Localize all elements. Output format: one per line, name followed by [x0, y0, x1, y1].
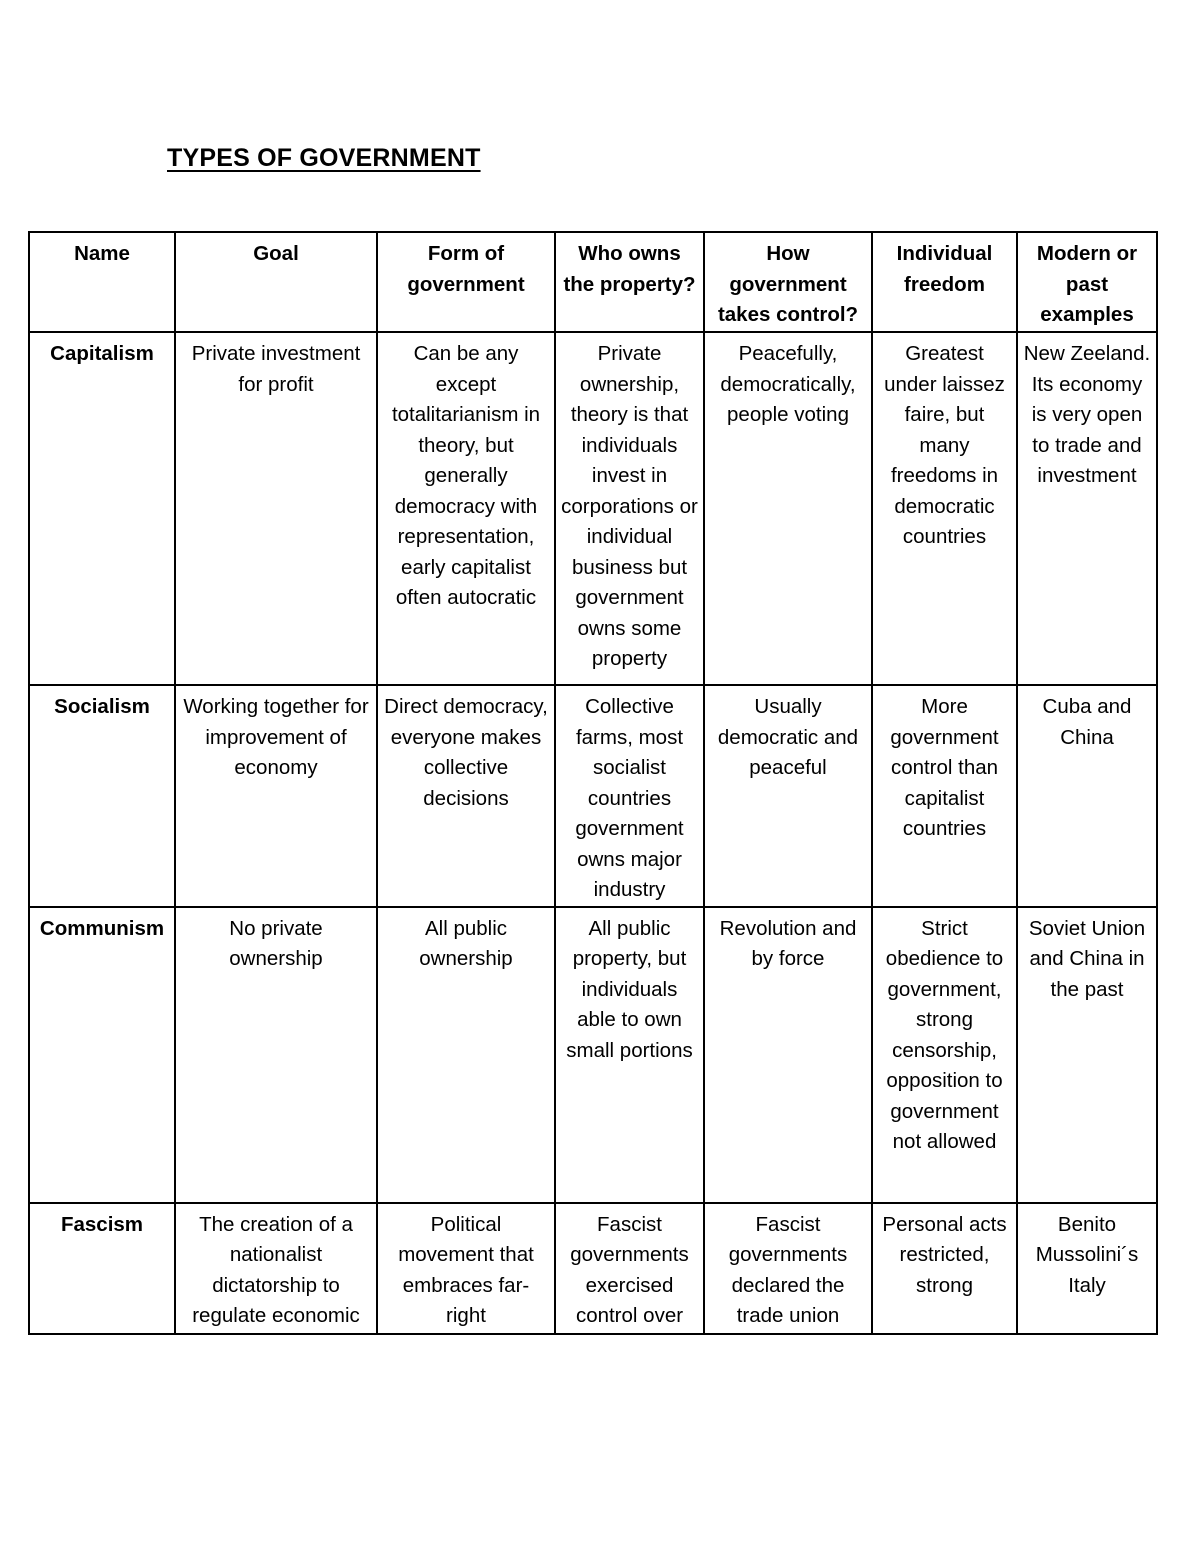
- table-row: [29, 332, 1157, 685]
- control-cell: Revolution and by force: [704, 907, 872, 1203]
- form-cell: [377, 1203, 555, 1334]
- row-name-cell: Communism: [29, 907, 175, 1203]
- goal-cell: Working together for improvement of economy: [175, 685, 377, 907]
- control-cell: [704, 1203, 872, 1334]
- cell-text: Benito Mussolini´s Italy: [1035, 1212, 1139, 1297]
- document-title: TYPES OF GOVERNMENT: [167, 144, 481, 172]
- table-row: [29, 685, 1157, 907]
- property-cell: All public property, but individuals able to own small portions: [555, 907, 704, 1203]
- freedom-cell: Strict obedience to government, strong censorship, opposition to government not allowed: [872, 907, 1017, 1203]
- form-cell: Can be any except totalitarianism in theory, but generally democracy with representation, early capitalist often autocratic: [377, 332, 555, 685]
- control-cell: Usually democratic and peaceful: [704, 685, 872, 907]
- cell-text: Fascist governments declared the trade union: [728, 1212, 848, 1327]
- cell-text: Fascist governments exercised control over: [570, 1212, 689, 1327]
- cell-text: Political movement that embraces far-right: [398, 1212, 534, 1327]
- header-how-government-takes-control: How government takes control?: [704, 232, 872, 332]
- row-name-cell: [29, 1203, 175, 1334]
- cell-text: The creation of a nationalist dictatorship to regulate economic: [192, 1212, 360, 1327]
- freedom-cell: More government control than capitalist countries: [872, 685, 1017, 907]
- table-row: [29, 1203, 1157, 1334]
- form-cell: All public ownership: [377, 907, 555, 1203]
- property-cell: Collective farms, most socialist countries government owns major industry: [555, 685, 704, 907]
- goal-cell: [175, 1203, 377, 1334]
- goal-cell: No private ownership: [175, 907, 377, 1203]
- government-types-table: [28, 231, 1158, 1335]
- header-form-of-government: Form of government: [377, 232, 555, 332]
- examples-cell: New Zeeland. Its economy is very open to trade and investment: [1017, 332, 1157, 685]
- table-row: [29, 907, 1157, 1203]
- control-cell: Peacefully, democratically, people voting: [704, 332, 872, 685]
- row-name-cell: Socialism: [29, 685, 175, 907]
- row-name-cell: Capitalism: [29, 332, 175, 685]
- goal-cell: Private investment for profit: [175, 332, 377, 685]
- header-individual-freedom: Individual freedom: [872, 232, 1017, 332]
- form-cell: Direct democracy, everyone makes collective decisions: [377, 685, 555, 907]
- header-examples: Modern or past examples: [1017, 232, 1157, 332]
- header-goal: Goal: [175, 232, 377, 332]
- table-header-row: [29, 232, 1157, 332]
- examples-cell: [1017, 1203, 1157, 1334]
- cell-text: Fascism: [60, 1212, 144, 1236]
- property-cell: Private ownership, theory is that individuals invest in corporations or individual business but government owns some property: [555, 332, 704, 685]
- header-who-owns-property: Who owns the property?: [555, 232, 704, 332]
- property-cell: [555, 1203, 704, 1334]
- examples-cell: Soviet Union and China in the past: [1017, 907, 1157, 1203]
- header-name: Name: [29, 232, 175, 332]
- freedom-cell: Greatest under laissez faire, but many freedoms in democratic countries: [872, 332, 1017, 685]
- freedom-cell: [872, 1203, 1017, 1334]
- cell-text: Personal acts restricted, strong: [882, 1212, 1007, 1297]
- examples-cell: Cuba and China: [1017, 685, 1157, 907]
